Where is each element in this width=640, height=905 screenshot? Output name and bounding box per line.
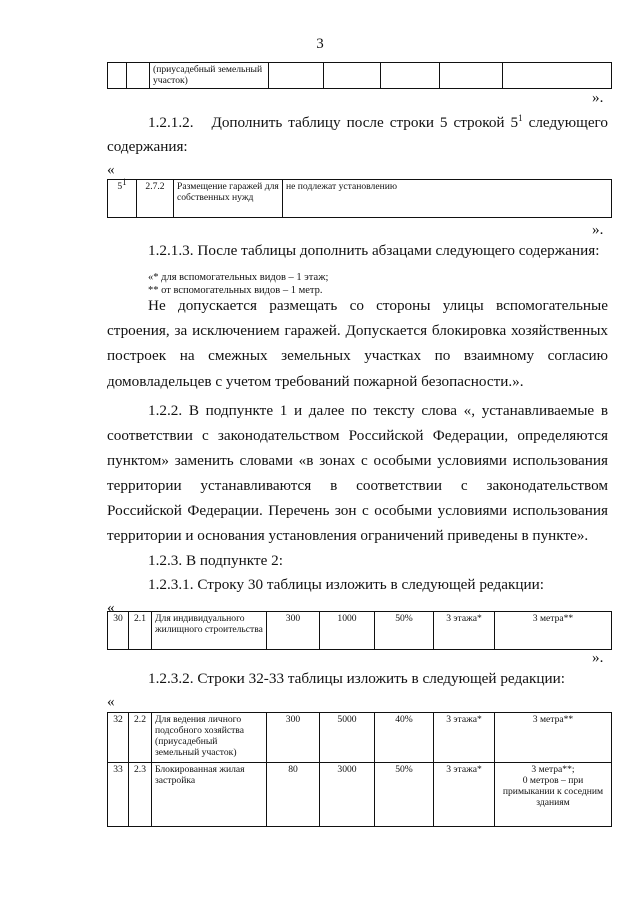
open-quote: « (107, 161, 115, 178)
table-continued (107, 62, 612, 89)
row-number: 33 (108, 763, 129, 827)
paragraph-122-l1: 1.2.2. В подпункте 1 и далее по тексту слова «, устанавливаемые в (148, 402, 608, 419)
row-code: 2.3 (129, 763, 152, 827)
close-quote: ». (592, 649, 604, 666)
row-name: Размещение гаражей для собственных нужд (174, 180, 283, 218)
row-name: Для индивидуального жилищного строительства (152, 612, 267, 650)
table-row-5-1 (107, 176, 612, 218)
paragraph-122-l3: пунктом» заменить словами «в зонах с особыми условиями использования (107, 452, 608, 469)
paragraph-1212-line2: содержания: (107, 138, 188, 155)
paragraph-123: 1.2.3. В подпункте 2: (148, 552, 283, 569)
paragraph-1213: 1.2.1.3. После таблицы дополнить абзацами следующего содержания: (148, 242, 600, 259)
table-row-30 (107, 611, 612, 650)
table-cell-name: (приусадебный земельный участок) (150, 63, 269, 89)
row-indent: 3 метра**; 0 метров – при примыкании к соседним зданиям (495, 763, 612, 827)
open-quote: « (107, 693, 115, 710)
page-number: 3 (316, 36, 324, 52)
row-min-area: 300 (267, 612, 320, 650)
close-quote: ». (592, 89, 604, 106)
row-number: 32 (108, 713, 129, 763)
row-name: Блокированная жилая застройка (152, 763, 267, 827)
row-percent: 50% (375, 612, 434, 650)
close-quote: ». (592, 221, 604, 238)
table-rows-32-33 (107, 712, 612, 827)
row-number: 30 (108, 612, 129, 650)
paragraph-122-l2: соответствии с законодательством Российской Федерации, определяются (107, 427, 608, 444)
row-percent: 50% (375, 763, 434, 827)
paragraph-1212-line1: 1.2.1.2. Дополнить таблицу после строки 5 строкой $5^1$ следующего (148, 112, 609, 131)
paragraph-not-allowed-l2: строения, за исключением гаражей. Допускается блокировка хозяйственных (107, 322, 608, 339)
row-floors: 3 этажа* (434, 612, 495, 650)
row-code: 2.2 (129, 713, 152, 763)
row-floors: 3 этажа* (434, 763, 495, 827)
row-indent: 3 метра** (495, 713, 612, 763)
paragraph-not-allowed-l3: построек на смежных земельных участках по взаимному согласию (107, 347, 608, 364)
row-min-area: 300 (267, 713, 320, 763)
row-indent: 3 метра** (495, 612, 612, 650)
row-number: $5^1$ (108, 180, 137, 218)
row-code: 2.1 (129, 612, 152, 650)
paragraph-not-allowed-l4: домовладельцев с учетом требований пожарной безопасности.». (107, 373, 524, 390)
paragraph-122-l4: территории устанавливаются в соответствии с законодательством (107, 477, 608, 494)
note-1: «* для вспомогательных видов – 1 этаж; (148, 272, 329, 283)
row-max-area: 5000 (320, 713, 375, 763)
paragraph-122-l6: территории и основания установления ограничений приведены в пункте». (107, 527, 589, 544)
row-floors: 3 этажа* (434, 713, 495, 763)
note-2: ** от вспомогательных видов – 1 метр. (148, 285, 323, 296)
row-name: Для ведения личного подсобного хозяйства (приусадебный земельный участок) (152, 713, 267, 763)
row-max-area: 3000 (320, 763, 375, 827)
paragraph-122-l5: Российской Федерации. Перечень зон с особыми условиями использования (107, 502, 608, 519)
row-max-area: 1000 (320, 612, 375, 650)
row-percent: 40% (375, 713, 434, 763)
paragraph-1232: 1.2.3.2. Строки 32-33 таблицы изложить в следующей редакции: (148, 670, 565, 687)
row-code: 2.7.2 (137, 180, 174, 218)
row-value: не подлежат установлению (283, 180, 612, 218)
row-min-area: 80 (267, 763, 320, 827)
paragraph-not-allowed-l1: Не допускается размещать со стороны улицы вспомогательные (148, 297, 608, 314)
open-quote: « (107, 599, 115, 616)
paragraph-1231: 1.2.3.1. Строку 30 таблицы изложить в следующей редакции: (148, 576, 544, 593)
